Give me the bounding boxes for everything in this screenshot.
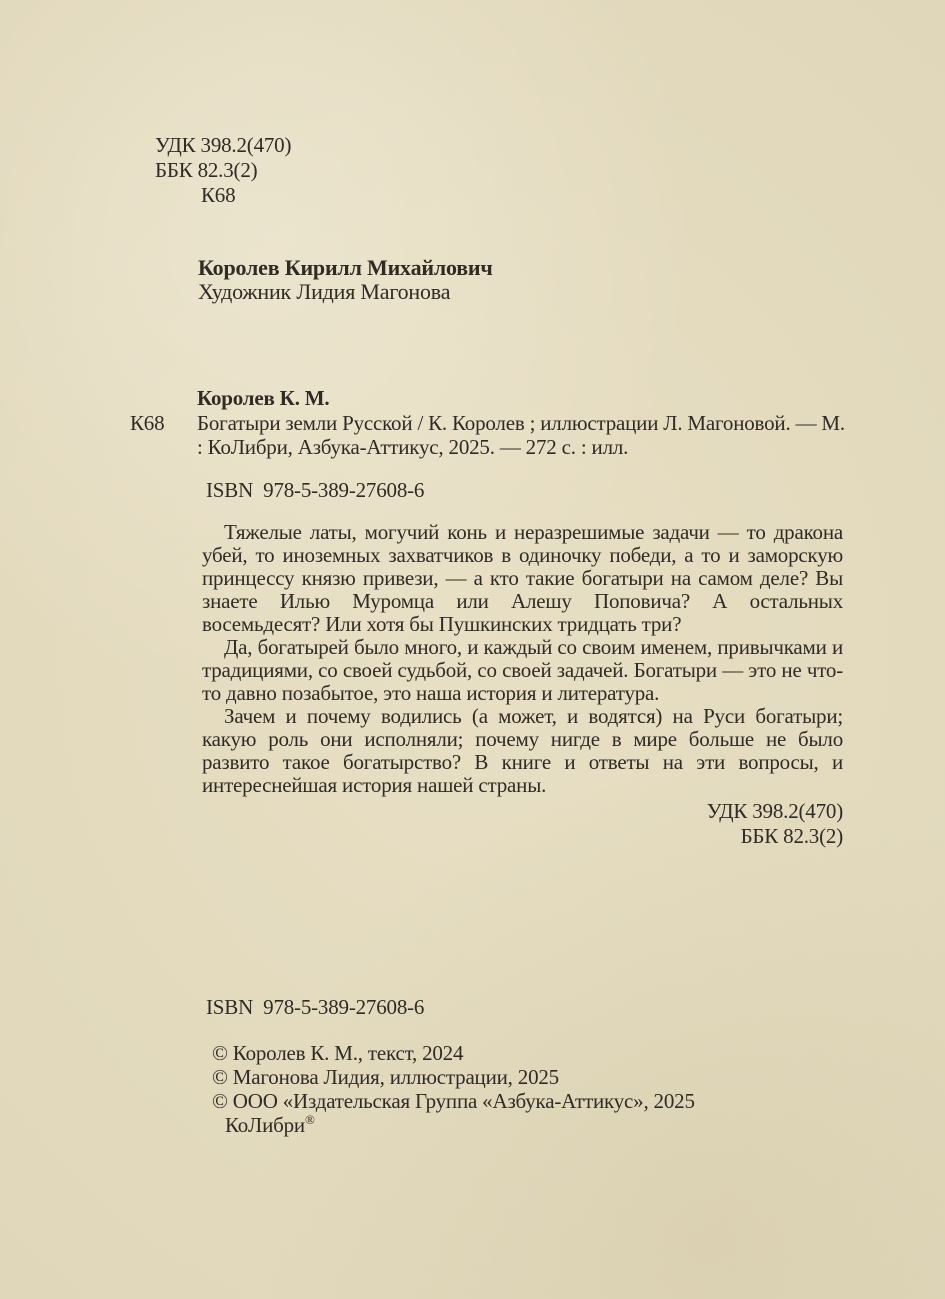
copyright-block — [212, 1041, 695, 1137]
copyright-text-line: © Королев К. М., текст, 2024 — [212, 1041, 464, 1065]
copyright-publisher-line: © ООО «Издательская Группа «Азбука-Аттикус», 2025 — [212, 1089, 695, 1113]
artist-credit: Художник Лидия Магонова — [198, 279, 451, 304]
bbk-number-bottom: ББК 82.3(2) — [740, 824, 843, 848]
annotation-paragraph: Да, богатырей было много, и каждый со своим именем, привычками и традициями, со своей судьбой, со своей задачей. Богатыри — это не что-то давно позабытое, это наша история и литература. — [202, 635, 843, 705]
udk-number: УДК 398.2(470) — [155, 133, 292, 157]
udk-number-bottom: УДК 398.2(470) — [706, 799, 843, 823]
imprint-name: КоЛибри — [225, 1113, 305, 1137]
classification-bottom-block — [707, 799, 843, 849]
annotation-block — [202, 521, 843, 797]
registered-trademark-mark: ® — [304, 1112, 315, 1127]
catalog-author: Королев К. М. — [197, 386, 330, 410]
catalog-entry: Богатыри земли Русской / К. Королев ; иллюстрации Л. Магоновой. — М. : КоЛибри, Азбука-Аттикус, 2025. — 272 с. : илл. — [197, 411, 845, 459]
classification-top-block — [155, 133, 291, 208]
author-full-name: Королев Кирилл Михайлович — [198, 255, 493, 280]
bbk-number: ББК 82.3(2) — [155, 158, 258, 182]
annotation-paragraph: Тяжелые латы, могучий конь и неразрешимые задачи — то дракона убей, то иноземных захватчиков в одиночку победи, а то и заморскую принцессу князю привези, — а кто такие богатыри на самом деле? Вы знаете Илью Муромца или Алешу Поповича? А остальных восемьдесят? Или хотя бы Пушкинских тридцать три? — [202, 520, 843, 636]
catalog-code-hanging: К68 — [130, 411, 165, 435]
credits-block — [198, 256, 493, 304]
isbn-top: ISBN 978-5-389-27608-6 — [206, 478, 425, 502]
imprint-line — [212, 1113, 695, 1137]
catalog-code-top: К68 — [201, 183, 236, 207]
catalog-block — [130, 386, 847, 459]
catalog-entry-row — [130, 411, 847, 459]
annotation-paragraph: Зачем и почему водились (а может, и водятся) на Руси богатыри; какую роль они исполняли; почему нигде в мире больше не было развито такое богатырство? В книге и ответы на эти вопросы, и интереснейшая история нашей страны. — [202, 704, 843, 797]
copyright-illustrations-line: © Магонова Лидия, иллюстрации, 2025 — [212, 1065, 559, 1089]
isbn-bottom: ISBN 978-5-389-27608-6 — [206, 995, 425, 1019]
